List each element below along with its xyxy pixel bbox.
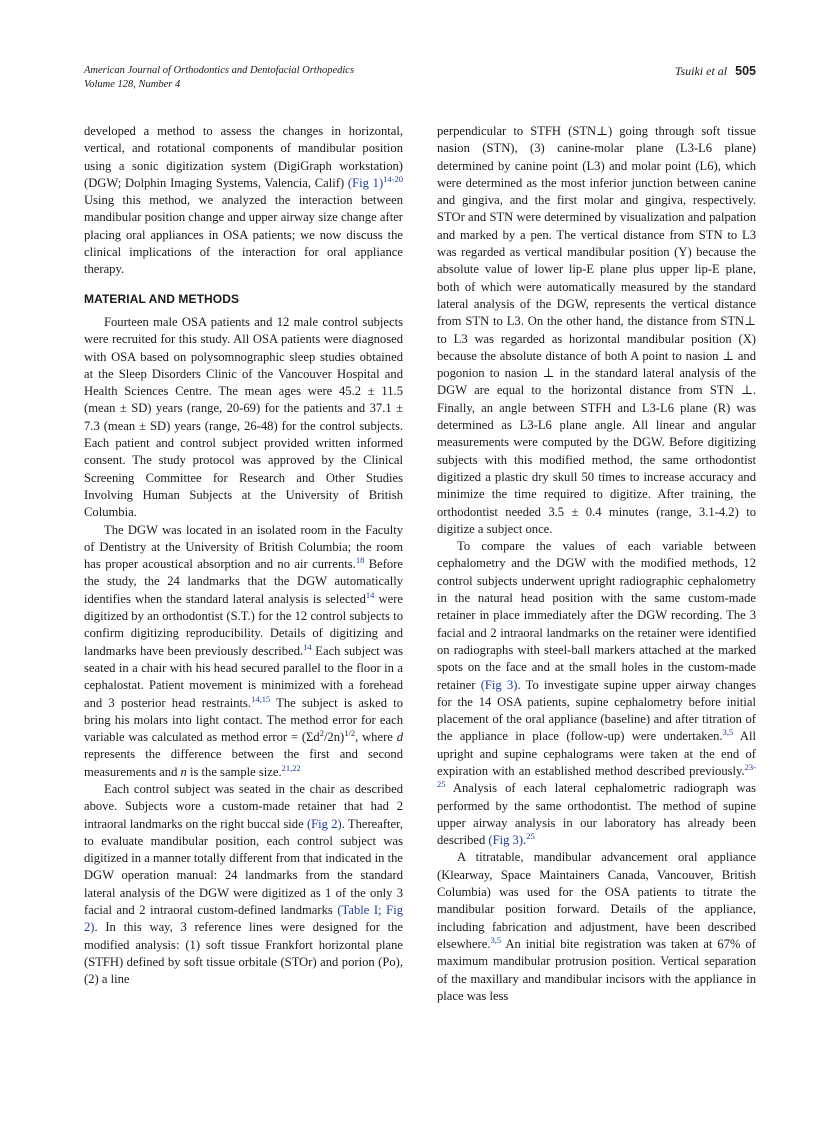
paragraph-oral-appliance: A titratable, mandibular advancement oral appliance (Klearway, Space Maintainers Canada, Vancouver, British Columbia) was used for the OSA patients to titrate the mandibular position forward. Details of the appliance, including fabrication and adjustment, have been described elsewhere.$^{3,5}$ An initial bite registration was taken at 67% of maximum mandibular protrusion position. Vertical separation of the maxillary and mandibular incisors with the appliance in place was less [437, 850, 756, 1003]
citation-link[interactable]: 14-20 [383, 173, 403, 184]
paragraph-intro-continued: developed a method to assess the changes in horizontal, vertical, and rotational components of mandibular position using a sonic digitization system (DigiGraph workstation) (DGW; Dolphin Imaging Systems, Valencia, Calif) (Fig 1)$^{14-20}$ Using this method, we analyzed the interaction between mandibular position change and upper airway size change after placing oral appliances in OSA patients; we now discuss the clinical implications of the interaction for oral appliance therapy. [84, 124, 403, 277]
page-number: 505 [735, 64, 756, 78]
section-heading: MATERIAL AND METHODS [84, 291, 240, 306]
paragraph-cephalometry: To compare the values of each variable between cephalometry and the DGW with the modified methods, 12 control subjects underwent upright radiographic cephalometry in the natural head position with the same custom-made retainer in place immediately after the DGW recording. The 3 facial and 2 intraoral landmarks on the retainer were identified on radiographs with steel-ball markers attached at the marked spots on the face and at the small holes in the custom-made retainer (Fig 3). To investigate supine upper airway changes for the 14 OSA patients, supine cephalometry before initial placement of the oral appliance (baseline) and after titration of the appliance in place (follow-up) were undertaken.$^{3,5}$ All upright and supine cephalograms were taken at the end of expiration with an established method described previously.$^{23-25}$ Analysis of each lateral cephalometric radiograph was performed by the same orthodontist. The method of supine upper airway analysis in our laboratory has already been described (Fig 3).$^{25}$ [437, 539, 756, 848]
citation-link[interactable]: 21,22 [281, 762, 301, 773]
figure-link[interactable]: (Fig 2) [306, 816, 342, 831]
paragraph-dgw: The DGW was located in an isolated room in the Faculty of Dentistry at the University of British Columbia; the room has proper acoustical absorption and no air currents.$^{18}$ Before the study, the 24 landmarks that the DGW automatically identifies when the standard lateral analysis is selected$^{14}$ were digitized by an orthodontist (S.T.) for the 12 control subjects to confirm digitizing reproducibility. Details of digitizing and landmarks have been previously described.$^{14}$ Each subject was seated in a chair with his head secured parallel to the floor in a cephalostat. Patient movement is minimized with a forehead and 3 posterior head restraints.$^{14,15}$ The subject is asked to bring his molars into light contact. The method error for each variable was calculated as method error = $(\Sigma d^2/2n)^{1/2}$, where d represents the difference between the first and second measurements and n is the sample size.$^{21,22}$ [84, 522, 404, 779]
left-column [84, 123, 403, 989]
citation-link[interactable]: 3,5 [490, 934, 502, 945]
journal-volume: Volume 128, Number 4 [84, 79, 181, 90]
running-header [84, 64, 756, 94]
running-author: Tsuiki et al [674, 64, 728, 78]
figure-link[interactable]: (Fig 3) [480, 677, 518, 692]
figure-link[interactable]: (Fig 1) [347, 175, 384, 190]
citation-link[interactable]: 23-25 [437, 761, 756, 790]
paragraph-subjects: Fourteen male OSA patients and 12 male control subjects were recruited for this study. All OSA patients were diagnosed with OSA based on polysomnographic sleep studies obtained at the Sleep Disorders Clinic of the Vancouver Hospital and Health Sciences Centre. The mean ages were 45.2 ± 11.5 (mean ± SD) years (range, 20-69) for the patients and 37.1 ± 7.3 (mean ± SD) years (range, 26-48) for the control subjects. Each patient and control subject provided written informed consent. The study protocol was approved by the Clinical Screening Committee for Research and Other Studies Involving Human Subjects at the University of British Columbia. [84, 314, 403, 520]
paragraph-control-subjects: Each control subject was seated in the chair as described above. Subjects wore a custom-made retainer that had 2 intraoral landmarks on the right buccal side (Fig 2). Thereafter, to evaluate mandibular position, each control subject was digitized in a manner totally different from that indicated in the DGW operation manual: 24 landmarks from the standard lateral analysis of the DGW were digitized as 1 of the only 3 facial and 2 intraoral custom-defined landmarks (Table I; Fig 2). In this way, 3 reference lines were designed for the modified analysis: (1) soft tissue Frankfort horizontal plane (STFH) defined by soft tissue orbitale (STOr) and porion (Po), (2) a line [84, 781, 403, 987]
journal-info [84, 64, 354, 92]
citation-link[interactable]: 18 [355, 555, 365, 566]
paragraph-reference-lines: perpendicular to STFH (STN⊥) going through soft tissue nasion (STN), (3) canine-molar plane (L3-L6 plane) determined by canine point (L3) and molar point (L6), which were determined as the most inferior junction between canine and gingiva, and the first molar and gingiva, respectively. STOr and STN were determined by visualization and palpation and marked by a pen. The vertical distance from STN to L3 was regarded as vertical mandibular position (Y) because the absolute value of lower lip-E plane plus upper lip-E plane, both of which were automatically measured by the standard lateral analysis of the DGW, represents the vertical distance from STN to L3. On the other hand, the distance from STN⊥ to L3 was regarded as horizontal mandibular position (X) because the absolute distance of both A point to nasion ⊥ and pogonion to nasion ⊥ in the standard lateral analysis of the DGW are equal to the horizontal distance from STN ⊥. Finally, an angle between STFH and L3-L6 plane (R) was determined as L3-L6 plane angle. All linear and angular measurements were computed by the DGW. Before digitizing subjects with this modified method, the same orthodontist digitized a plastic dry skull 50 times to increase accuracy and minimize the time required to digitize. After training, the orthodontist needed 3.5 ± 0.4 minutes (range, 3.1-4.2) to digitize a subject once. [437, 124, 756, 536]
citation-link[interactable]: 3,5 [722, 727, 734, 738]
author-page [675, 64, 756, 78]
citation-link[interactable]: 14 [303, 641, 312, 652]
citation-link[interactable]: 14 [365, 589, 375, 600]
citation-link[interactable]: 25 [526, 831, 535, 842]
table-figure-link[interactable]: (Table I; Fig 2) [84, 903, 403, 935]
journal-name: American Journal of Orthodontics and Dentofacial Orthopedics [84, 65, 355, 76]
citation-link[interactable]: 14,15 [251, 693, 271, 704]
right-column [437, 123, 756, 1005]
figure-link[interactable]: (Fig 3) [488, 833, 524, 848]
